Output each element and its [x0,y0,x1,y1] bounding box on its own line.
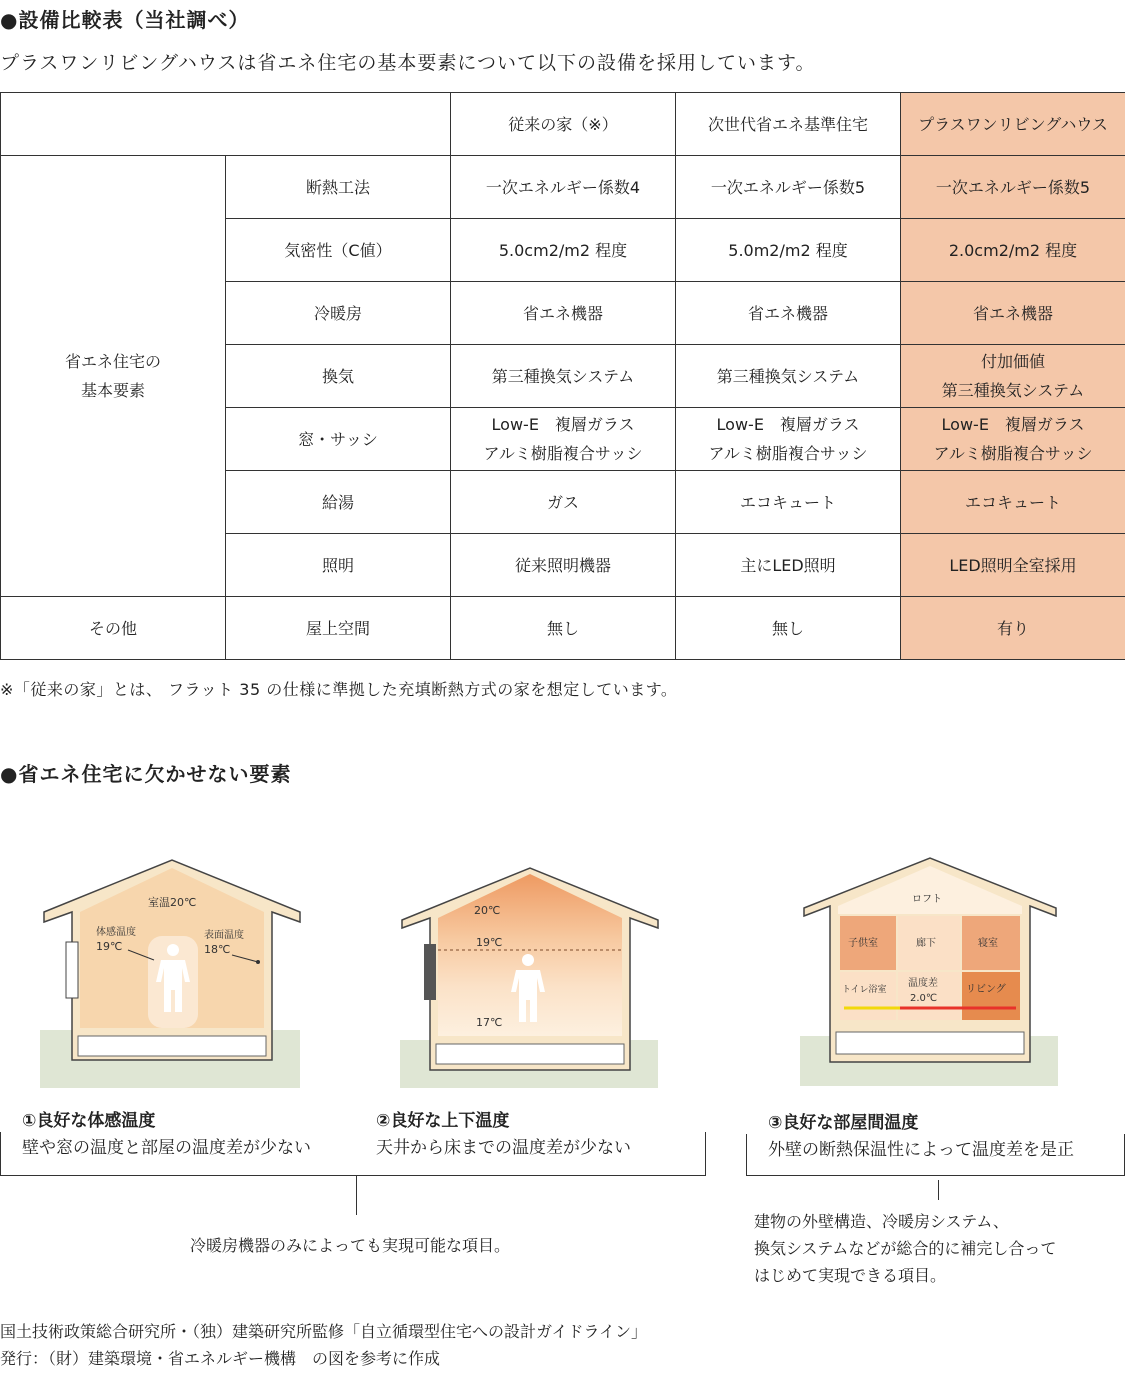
table-header-row [1,93,1125,156]
cell-text: 5.0m2/m2 程度 [728,240,848,260]
cell-text: 第三種換気システム [491,366,635,386]
cell-plusone [901,597,1125,660]
cell-next-gen [676,408,901,471]
group-label-line: 基本要素 [80,381,145,400]
cell-next-gen [676,597,901,660]
bracket-line [746,1134,747,1176]
caption-2-title: ②良好な上下温度 [376,1111,510,1131]
middle-temp: 19℃ [476,936,503,949]
caption-2 [376,1106,631,1158]
cell-text: ガス [546,492,579,512]
header-next-gen: 次世代省エネ基準住宅 [676,93,901,156]
header-empty-cell [1,93,451,156]
right-note [754,1208,1056,1289]
intro-text: プラスワンリビングハウスは省エネ住宅の基本要素について以下の設備を採用しています。 [0,52,816,74]
cell-text: アルミ樹脂複合サッシ [483,444,643,463]
cell-text: 第三種換気システム [941,381,1085,400]
toilet-bath-label: トイレ浴室 [842,985,887,995]
cell-text: エコキュート [964,492,1061,512]
cell-next-gen [676,156,901,219]
cell-next-gen [676,282,901,345]
right-note-line: 建物の外壁構造、冷暖房システム、 [754,1212,1009,1231]
left-note: 冷暖房機器のみによっても実現可能な項目。 [190,1236,511,1255]
row-item: 屋上空間 [226,597,451,660]
caption-2-desc: 天井から床までの温度差が少ない [376,1138,631,1158]
cell-conventional [451,534,676,597]
cell-plusone [901,408,1125,471]
comparison-table [0,92,1125,660]
cell-text: Low-E 複層ガラス [491,415,635,434]
cell-next-gen [676,534,901,597]
surface-temp-label: 表面温度 [204,930,244,941]
cell-text: 省エネ機器 [972,303,1053,323]
cell-next-gen [676,471,901,534]
house-1 [40,860,300,1088]
cell-text: 従来照明機器 [514,555,611,575]
footer-line: 国土技術政策総合研究所・（独）建築研究所監修「自立循環型住宅への設計ガイドライン」 [0,1322,648,1341]
cell-next-gen [676,219,901,282]
cell-text: Low-E 複層ガラス [716,415,860,434]
header-plusone: プラスワンリビングハウス [901,93,1125,156]
body-temp-label: 体感温度 [96,927,136,938]
group-label-line: 省エネ住宅の [64,352,161,371]
ceiling-temp: 20℃ [474,904,501,917]
cell-text: 有り [996,618,1029,638]
hall-label: 廊下 [916,938,936,949]
group-label-basic [1,156,226,597]
table-footnote: ※「従来の家」とは、 フラット 35 の仕様に準拠した充填断熱方式の家を想定しています。 [0,680,678,699]
cell-text: LED照明全室採用 [949,555,1077,575]
elements-section-title: ●省エネ住宅に欠かせない要素 [0,762,292,786]
floor-slab [436,1044,624,1064]
right-note-line: はじめて実現できる項目。 [754,1266,947,1285]
cell-plusone [901,219,1125,282]
cell-text: エコキュート [739,492,836,512]
cell-conventional [451,471,676,534]
cell-text: 主にLED照明 [740,555,836,575]
cell-conventional [451,282,676,345]
footer-line: 発行：（財）建築環境・省エネルギー機構 の図を参考に作成 [0,1349,441,1368]
loft-label: ロフト [912,894,942,905]
cell-text: 無し [771,618,804,638]
comparison-table-title: ●設備比較表（当社調べ） [0,8,250,32]
caption-3-desc: 外壁の断熱保温性によって温度差を是正 [768,1140,1074,1160]
row-item: 換気 [226,345,451,408]
house-3 [800,858,1058,1086]
caption-3-title: ③良好な部屋間温度 [768,1113,919,1133]
row-item: 照明 [226,534,451,597]
cell-text: 省エネ機器 [522,303,603,323]
cell-conventional [451,597,676,660]
row-item: 給湯 [226,471,451,534]
cell-text: 一次エネルギー係数4 [485,177,641,197]
cell-plusone [901,282,1125,345]
bedroom-label: 寝室 [978,938,998,949]
header-conventional: 従来の家（※） [451,93,676,156]
footer-source [0,1318,647,1372]
cell-text: 付加価値 [980,352,1045,371]
bracket-line [705,1132,706,1176]
room-living [962,972,1020,1020]
cell-plusone [901,156,1125,219]
cell-next-gen [676,345,901,408]
kids-room-label: 子供室 [848,938,878,949]
bracket-line [746,1175,1124,1176]
window-icon [424,944,436,1000]
cell-text: アルミ樹脂複合サッシ [933,444,1093,463]
right-note-line: 換気システムなどが総合的に補完し合って [754,1239,1057,1258]
cell-text: アルミ樹脂複合サッシ [708,444,868,463]
floor-slab [78,1036,266,1056]
cell-text: 一次エネルギー係数5 [710,177,866,197]
cell-text: 5.0cm2/m2 程度 [498,240,628,260]
cell-plusone [901,471,1125,534]
cell-plusone [901,345,1125,408]
house-2 [400,868,658,1088]
cell-text: Low-E 複層ガラス [941,415,1085,434]
room-toilet-bath [840,972,896,1020]
cell-text: 2.0cm2/m2 程度 [948,240,1078,260]
table-row [1,156,1125,219]
body-temp-value: 19℃ [96,940,123,953]
house-diagrams [0,810,1125,1110]
table-row [1,597,1125,660]
row-item: 窓・サッシ [226,408,451,471]
floor-temp: 17℃ [476,1016,503,1029]
bracket-line [938,1180,939,1200]
cell-plusone [901,534,1125,597]
bracket-line [0,1175,706,1176]
living-label: リビング [966,984,1006,995]
leader-dot [256,960,260,964]
caption-1-title: ①良好な体感温度 [22,1111,156,1131]
cell-conventional [451,408,676,471]
cell-text: 第三種換気システム [716,366,860,386]
window-icon [66,942,78,998]
diff-value: 2.0℃ [910,993,938,1004]
surface-temp-value: 18℃ [204,943,231,956]
row-item: 断熱工法 [226,156,451,219]
row-item: 気密性（C値） [226,219,451,282]
bracket-line [0,1132,1,1176]
cell-conventional [451,219,676,282]
cell-text: 無し [546,618,579,638]
caption-1 [22,1106,311,1158]
cell-conventional [451,156,676,219]
floor-slab [836,1032,1024,1054]
bracket-line [356,1175,357,1215]
diff-label: 温度差 [908,978,938,989]
room-temp-label: 室温20℃ [148,896,197,909]
caption-3 [768,1108,1074,1160]
cell-text: 一次エネルギー係数5 [935,177,1091,197]
cell-text: 省エネ機器 [747,303,828,323]
group-label-other: その他 [1,597,226,660]
row-item: 冷暖房 [226,282,451,345]
cell-conventional [451,345,676,408]
caption-1-desc: 壁や窓の温度と部屋の温度差が少ない [22,1138,311,1158]
